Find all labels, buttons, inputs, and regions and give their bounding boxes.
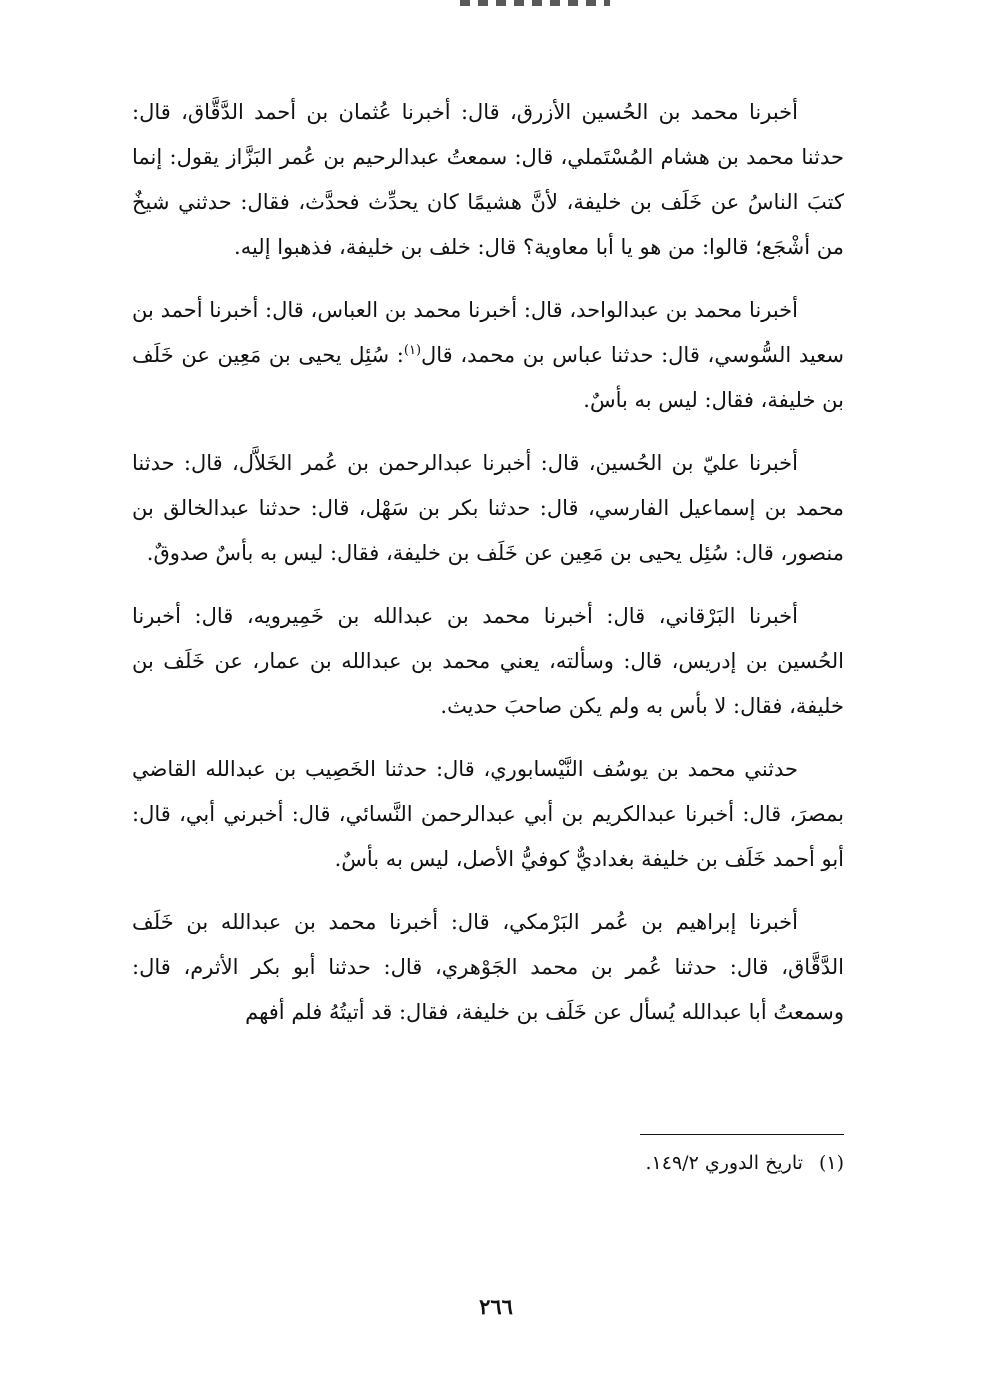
footnote-separator — [640, 1134, 844, 1135]
footnote-number: (١) — [818, 1152, 844, 1174]
paragraph-2-before: أخبرنا محمد بن عبدالواحد، قال: أخبرنا محمد بن العباس، قال: أخبرنا أحمد بن سعيد السُّوسي، قال: حدثنا عباس بن محمد، قال — [132, 298, 844, 367]
footnote — [132, 1148, 844, 1178]
paragraph-5: حدثني محمد بن يوسُف النَّيْسابوري، قال: حدثنا الخَصِيب بن عبدالله القاضي بمصرَ، قال: أخبرنا عبدالكريم بن أبي عبدالرحمن النَّسائي، قال: أخبرني أبي، قال: أبو أحمد خَلَف بن خليفة بغداديٌّ كوفيُّ الأصل، ليس به بأسٌ. — [132, 757, 844, 871]
paragraph-2-after: : سُئِل يحيى بن مَعِين عن خَلَف بن خليفة، فقال: ليس به بأسٌ. — [132, 343, 844, 412]
paragraph-3: أخبرنا عليّ بن الحُسين، قال: أخبرنا عبدالرحمن بن عُمر الخَلاَّل، قال: حدثنا محمد بن إسماعيل الفارسي، قال: حدثنا بكر بن سَهْل، قال: حدثنا عبدالخالق بن منصور، قال: سُئِل يحيى بن مَعِين عن خَلَف بن خليفة، فقال: ليس به بأسٌ صدوقٌ. — [132, 451, 844, 565]
paragraph-4: أخبرنا البَرْقاني، قال: أخبرنا محمد بن عبدالله بن خَمِيرويه، قال: أخبرنا الحُسين بن إدريس، قال: وسألته، يعني محمد بن عبدالله بن عمار، عن خَلَف بن خليفة، فقال: لا بأس به ولم يكن صاحبَ حديث. — [132, 604, 844, 718]
paragraph-6: أخبرنا إبراهيم بن عُمر البَرْمكي، قال: أخبرنا محمد بن عبدالله بن خَلَف الدَّقَّاق، قال: حدثنا عُمر بن محمد الجَوْهري، قال: حدثنا أبو بكر الأثرم، قال: وسمعتُ أبا عبدالله يُسأل عن خَلَف بن خليفة، فقال: قد أتيتُهُ فلم أفهم — [132, 910, 844, 1024]
page-number: ٢٦٦ — [479, 1294, 513, 1319]
footnote-text: تاريخ الدوري ١٤٩/٢. — [645, 1152, 803, 1174]
scan-artifact — [460, 0, 610, 6]
paragraph-1: أخبرنا محمد بن الحُسين الأزرق، قال: أخبرنا عُثمان بن أحمد الدَّقَّاق، قال: حدثنا محمد بن هشام المُسْتَملي، قال: سمعتُ عبدالرحيم بن عُمر البَزَّاز يقول: إنما كتبَ الناسُ عن خَلَف بن خليفة، لأنَّ هشيمًا كان يحدِّث فحدَّث، فقال: حدثني شيخٌ من أشْجَع؛ قالوا: من هو يا أبا معاوية؟ قال: خلف بن خليفة، فذهبوا إليه. — [132, 100, 844, 259]
page-body — [132, 90, 844, 1053]
paragraph-2 — [132, 288, 844, 423]
footnote-reference[interactable]: (١) — [403, 343, 422, 358]
